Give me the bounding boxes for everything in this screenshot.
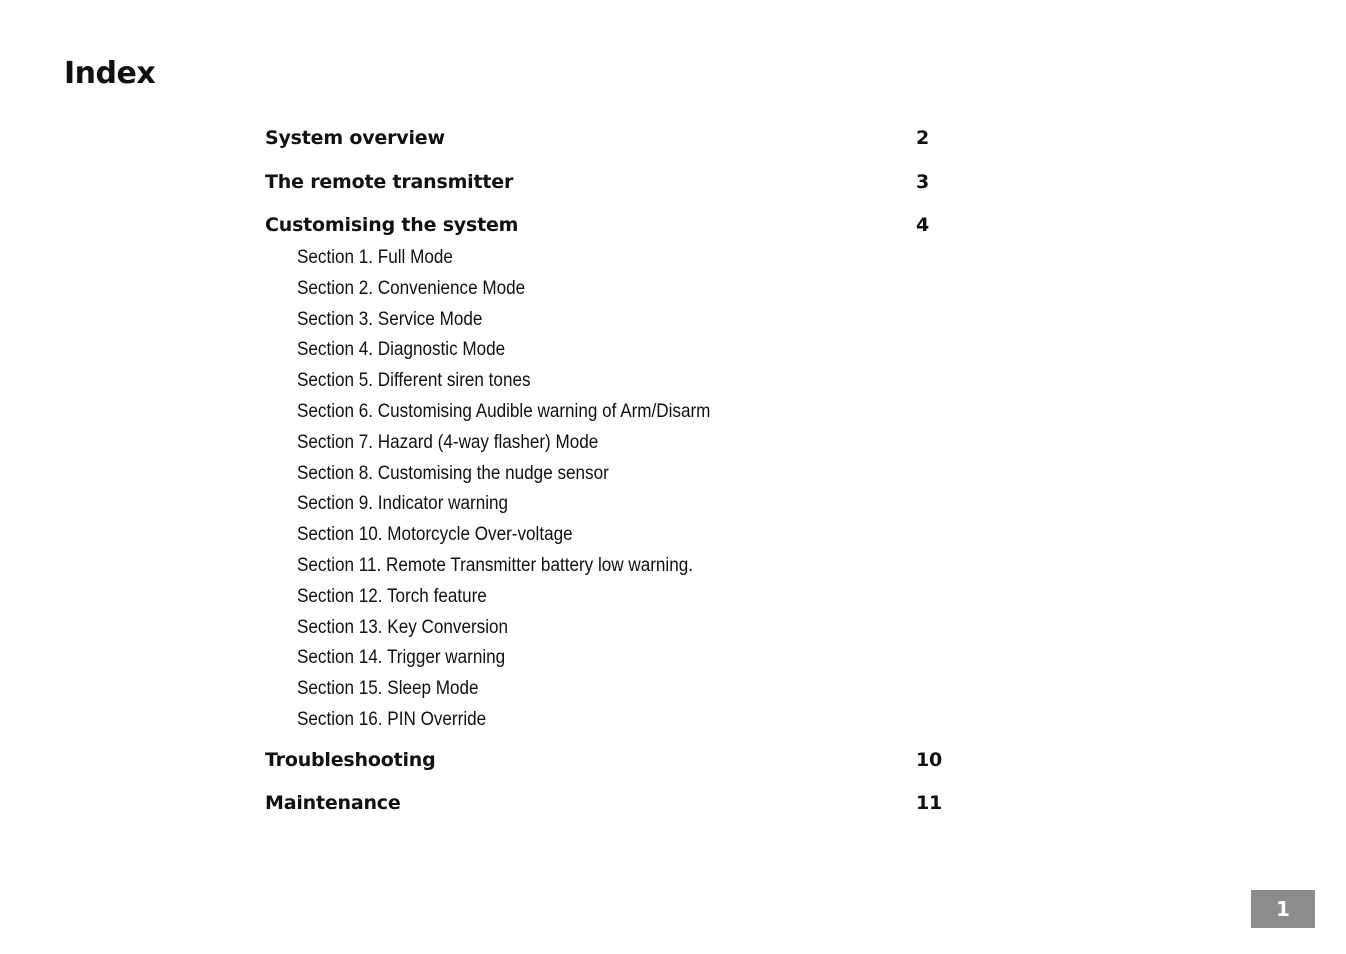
toc-entry-label: Troubleshooting (265, 748, 436, 771)
toc-section-item[interactable]: Section 3. Service Mode (297, 308, 483, 330)
toc-entry-customising[interactable] (265, 207, 965, 243)
toc-section-list (265, 243, 965, 736)
toc-section-item[interactable]: Section 1. Full Mode (297, 247, 453, 268)
toc-section-item[interactable]: Section 12. Torch feature (297, 585, 487, 607)
toc-section-item[interactable]: Section 4. Diagnostic Mode (297, 339, 506, 361)
toc-entry-page-number: 4 (916, 214, 930, 236)
toc-entry-label: System overview (265, 127, 445, 149)
toc-entry-troubleshooting[interactable] (265, 742, 965, 786)
toc-section-item[interactable]: Section 8. Customising the nudge sensor (297, 462, 609, 484)
toc-entry-page-number: 2 (916, 127, 930, 149)
toc-entry-maintenance[interactable] (265, 785, 965, 829)
toc-entry-label: Maintenance (265, 792, 401, 815)
toc-section-item[interactable]: Section 11. Remote Transmitter battery low warning. (297, 554, 694, 576)
toc-section-item[interactable]: Section 14. Trigger warning (297, 647, 506, 669)
toc-section-item[interactable]: Section 6. Customising Audible warning of Arm/Disarm (297, 400, 711, 422)
page-number-badge: 1 (1251, 890, 1315, 928)
page-title: Index (64, 56, 156, 91)
toc-entry-label: The remote transmitter (265, 170, 514, 193)
toc-entry-page-number: 11 (916, 792, 943, 815)
toc-entry-remote-transmitter[interactable] (265, 164, 965, 208)
toc-section-item[interactable]: Section 9. Indicator warning (297, 493, 509, 515)
toc-entry-label: Customising the system (265, 214, 519, 236)
toc-entry-page-number: 10 (916, 748, 943, 771)
toc-entry-page-number: 3 (916, 170, 930, 193)
table-of-contents (265, 120, 965, 829)
toc-section-item[interactable]: Section 10. Motorcycle Over-voltage (297, 524, 573, 546)
toc-section-item[interactable]: Section 13. Key Conversion (297, 616, 509, 638)
toc-section-item[interactable]: Section 7. Hazard (4-way flasher) Mode (297, 431, 599, 453)
toc-section-item[interactable]: Section 5. Different siren tones (297, 370, 531, 392)
toc-section-item[interactable]: Section 15. Sleep Mode (297, 678, 479, 700)
toc-entry-system-overview[interactable] (265, 120, 965, 164)
toc-section-item[interactable]: Section 2. Convenience Mode (297, 277, 526, 299)
toc-section-item[interactable]: Section 16. PIN Override (297, 708, 487, 730)
